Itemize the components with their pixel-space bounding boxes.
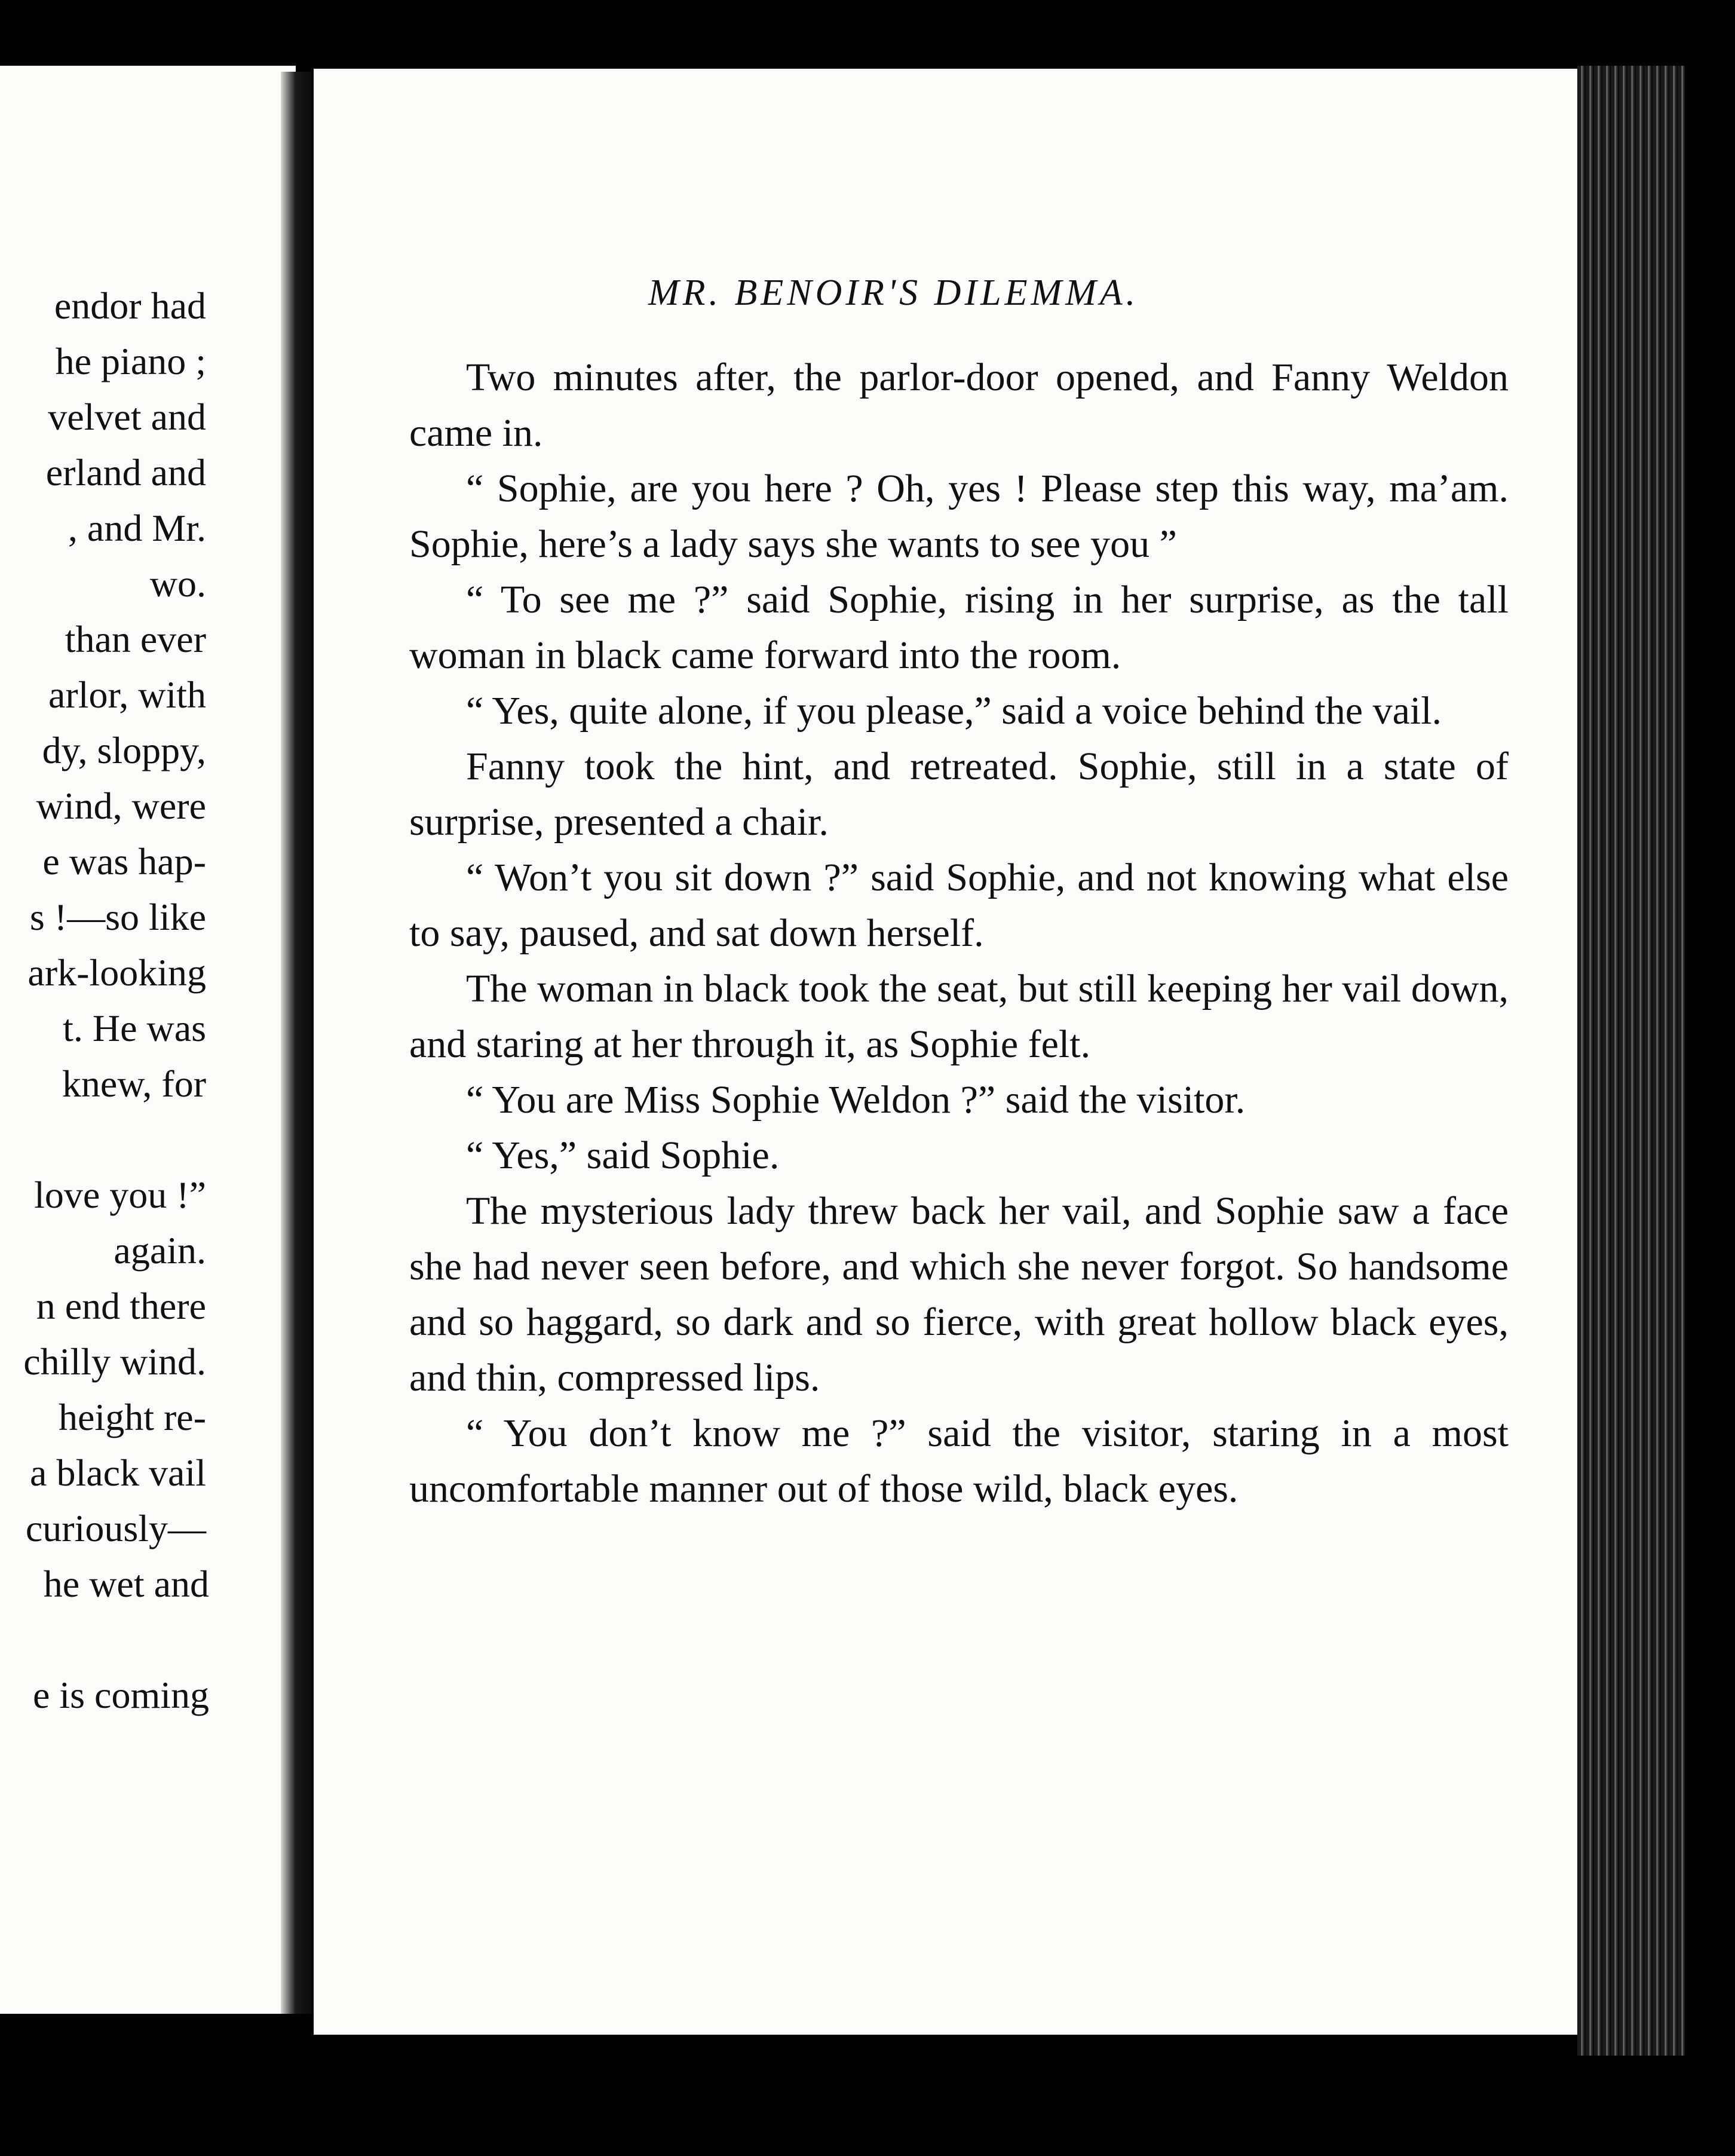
paragraph: “ Won’t you sit down ?” said Sophie, and not knowing what else to say, paused, and sat down herself. — [409, 856, 1509, 955]
paragraph: “ Yes,” said Sophie. — [466, 1134, 780, 1177]
paragraph: The woman in black took the seat, but still keeping her vail down, and staring at her through it, as Sophie felt. — [409, 967, 1509, 1066]
left-facing-page — [0, 66, 296, 2014]
paragraph: “ To see me ?” said Sophie, rising in her surprise, as the tall woman in black came forward into the room. — [409, 578, 1509, 677]
paragraph: The mysterious lady threw back her vail, and Sophie saw a face she had never seen before, and which she never forgot. So handsome and so haggard, so dark and so fierce, with great hollow black eyes, and thin, compressed lips. — [409, 1189, 1509, 1399]
right-page — [314, 69, 1592, 2035]
left-page-line: he wet and — [43, 1563, 209, 1605]
left-page-line: he piano ; — [55, 340, 206, 382]
left-page-line: curiously— — [25, 1507, 206, 1549]
left-page-line: a black vail — [30, 1451, 206, 1494]
left-page-line: than ever — [65, 618, 206, 660]
paragraph: Two minutes after, the parlor-door opened, and Fanny Weldon came in. — [409, 356, 1509, 455]
left-page-line: , and Mr. — [68, 507, 206, 549]
left-page-line: n end there — [36, 1285, 206, 1327]
left-page-line: dy, sloppy, — [42, 729, 206, 771]
paragraph: “ You don’t know me ?” said the visitor, staring in a most uncomfortable manner out of those wild, black eyes. — [409, 1411, 1509, 1511]
left-page-line: again. — [114, 1229, 206, 1272]
left-page-line: chilly wind. — [23, 1340, 206, 1383]
left-page-line: ark-looking — [27, 951, 206, 994]
left-page-line: wind, were — [36, 785, 206, 827]
body-text — [409, 350, 1509, 1517]
left-page-line: height re- — [59, 1396, 206, 1438]
paragraph: Fanny took the hint, and retreated. Sophie, still in a state of surprise, presented a chair. — [409, 745, 1509, 844]
paragraph: “ Yes, quite alone, if you please,” said a voice behind the vail. — [466, 689, 1442, 733]
left-page-line: erland and — [45, 451, 206, 494]
paragraph: “ Sophie, are you here ? Oh, yes ! Please step this way, ma’am. Sophie, here’s a lady says she wants to see you ” — [409, 467, 1509, 566]
left-page-line: love you !” — [34, 1174, 206, 1216]
left-page-line: e is coming — [32, 1674, 209, 1716]
left-page-line: e was hap- — [42, 840, 206, 883]
running-head: MR. BENOIR'S DILEMMA. — [648, 272, 1139, 313]
left-page-line: knew, for — [62, 1062, 206, 1105]
left-page-line: t. He was — [63, 1007, 206, 1049]
left-page-line: arlor, with — [48, 673, 206, 716]
left-page-line: velvet and — [48, 396, 206, 438]
left-page-line: s !—so like — [29, 896, 206, 938]
left-page-line: endor had — [54, 284, 206, 327]
page-edges — [1577, 66, 1685, 2056]
left-page-line: wo. — [149, 562, 206, 605]
paragraph: “ You are Miss Sophie Weldon ?” said the visitor. — [466, 1078, 1246, 1122]
